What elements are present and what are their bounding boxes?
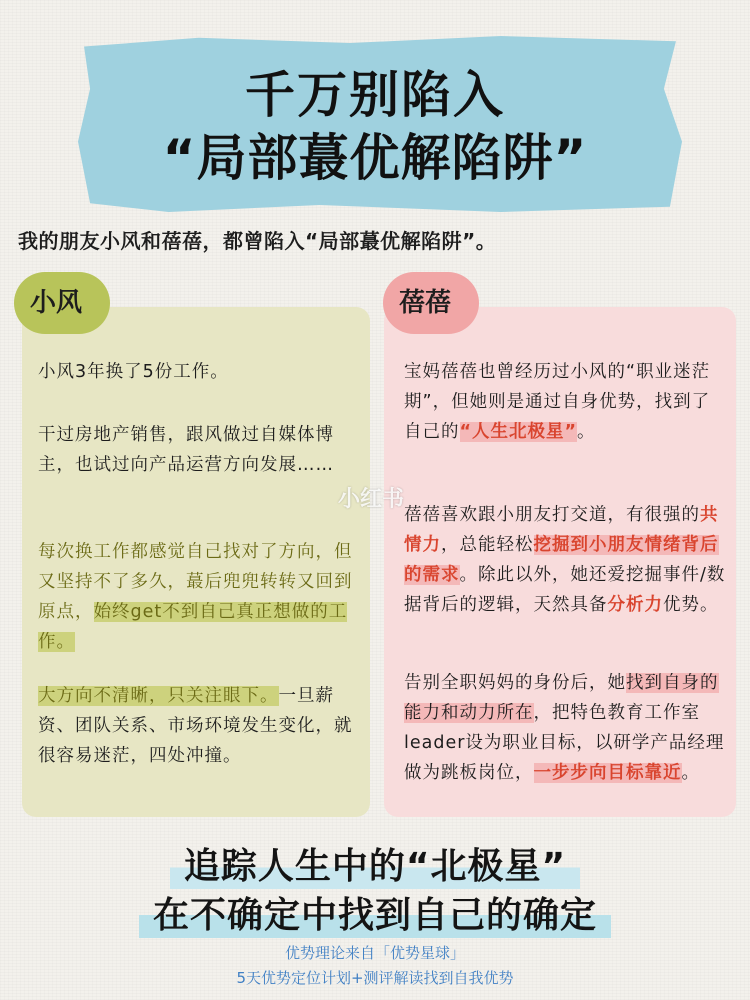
right-p2-g: 优势。 <box>663 595 719 615</box>
right-p3-a: 告别全职妈妈的身份后，她 <box>404 673 626 693</box>
slogan-line2 <box>0 887 750 938</box>
footer-line1: 优势理论来自「优势星球」 <box>284 944 465 962</box>
right-p3-c: ，把特色教育工作室leader设为职业目标，以研学产品经理做为跳板岗位， <box>404 703 725 783</box>
right-p3-end: 。 <box>681 763 700 783</box>
right-paragraph-3 <box>404 668 726 788</box>
left-paragraph-2: 干过房地产销售，跟风做过自媒体博主，也试过向产品运营方向发展…… <box>38 425 334 475</box>
right-p3-goal: 一步步向目标靠近 <box>533 763 682 783</box>
right-p1-highlight: “人生北极星” <box>459 422 578 442</box>
right-p1-text: 宝妈蓓蓓也曾经历过小风的“职业迷茫期”，但她则是通过自身优势，找到了自己的 <box>404 362 711 442</box>
right-p1-end: 。 <box>577 422 596 442</box>
right-paragraph-2 <box>404 500 726 620</box>
page-title-line2: “局部蕞优解陷阱” <box>162 129 588 187</box>
right-p3-highlight: 找到自身的能力和动力所在 <box>404 673 719 723</box>
right-p2-a: 蓓蓓喜欢跟小朋友打交道，有很强的 <box>404 505 700 525</box>
right-p2-analysis: 分析力 <box>607 595 663 615</box>
slogan-line1-text: 追踪人生中的“北极星” <box>170 838 580 889</box>
right-p2-needs: 挖掘到小朋友情绪背后的需求 <box>404 535 719 585</box>
right-p2-c: ，总能轻松 <box>441 535 534 555</box>
tag-beibei: 蓓蓓 <box>383 272 479 334</box>
left-paragraph-3 <box>38 537 356 657</box>
left-p3-highlight: 始终get不到自己真正想做的工作。 <box>38 602 348 652</box>
left-p3-text: 每次换工作都感觉自己找对了方向，但又坚持不了多久，蕞后兜兜转转又回到原点， <box>38 542 353 622</box>
left-p4-text: 一旦薪资、团队关系、市场环境发生变化，就很容易迷茫，四处冲撞。 <box>38 686 353 766</box>
right-p2-empathy: 共情力 <box>404 505 719 555</box>
watermark-logo: 小红书 <box>338 487 405 512</box>
right-p2-e: 。除此以外，她还爱挖掘事件/数据背后的逻辑，天然具备 <box>404 565 726 615</box>
tag-xiaofeng: 小风 <box>14 272 110 334</box>
left-paragraph-4 <box>38 681 356 771</box>
left-p4-highlight: 大方向不清晰，只关注眼下。 <box>38 686 279 706</box>
intro-text: 我的朋友小风和蓓蓓，都曾陷入“局部蕞优解陷阱”。 <box>18 229 497 253</box>
footer-line2: 5天优势定位计划+测评解读找到自我优势 <box>236 969 514 987</box>
right-paragraph-1 <box>404 357 726 447</box>
slogan-line2-text: 在不确定中找到自己的确定 <box>139 887 611 938</box>
left-paragraph-1: 小风3年换了5份工作。 <box>38 362 229 382</box>
page-title-line1: 千万别陷入 <box>245 66 505 124</box>
slogan-line1 <box>0 838 750 889</box>
